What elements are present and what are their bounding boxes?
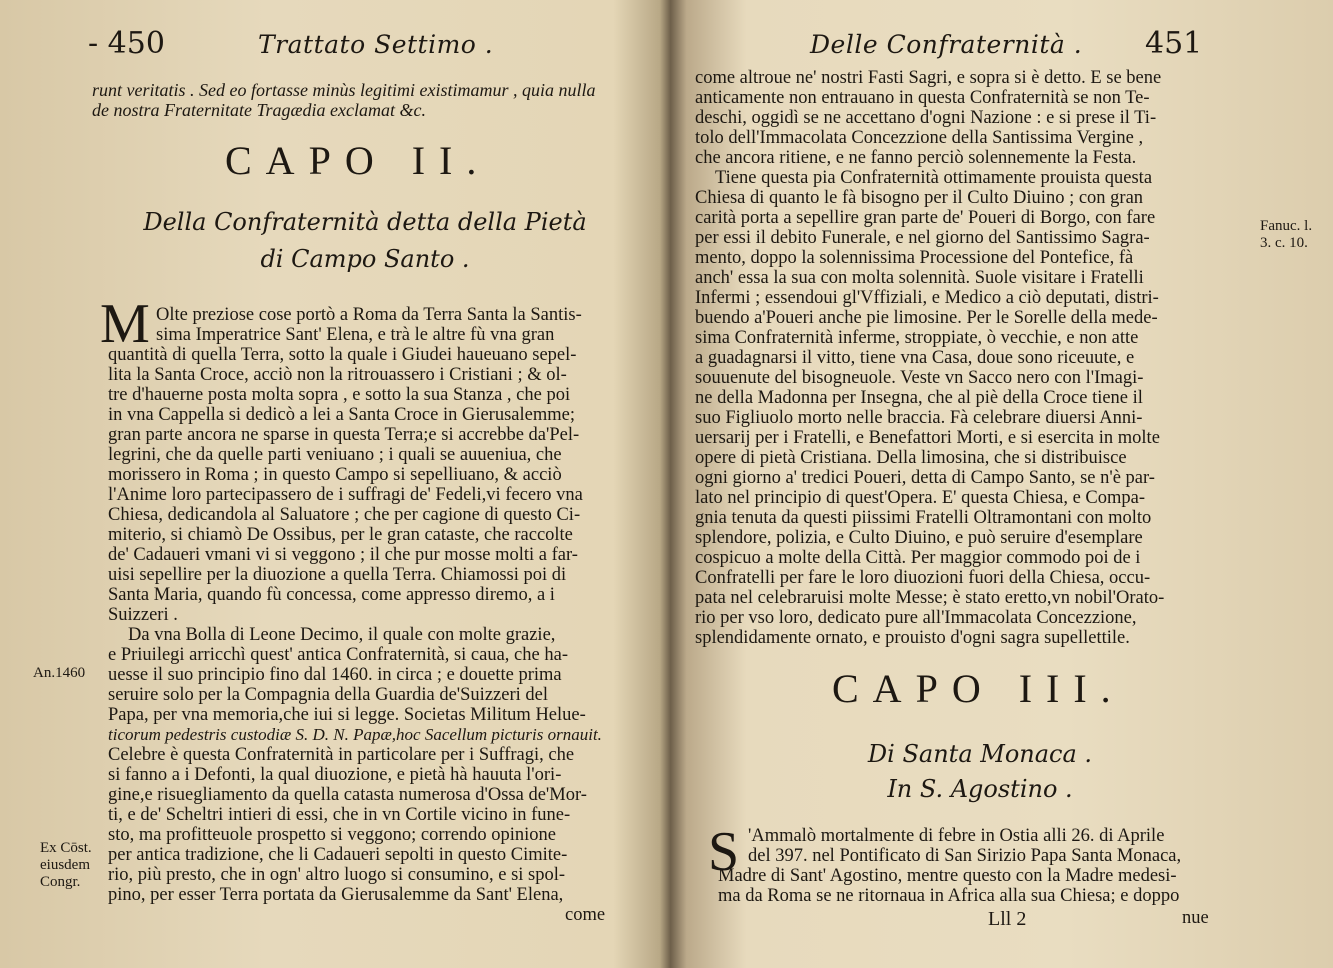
- body-line: tre d'hauerne posta molta sopra , e sotto la sua Stanza , che poi: [108, 385, 571, 405]
- body-line: gine,e risuegliamento da quella catasta numerosa d'Ossa de'Mor-: [108, 785, 587, 805]
- body-line: opere di pietà Cristiana. Della limosina, che si distribuisce: [695, 448, 1127, 468]
- body-line: per essi il debito Funerale, e nel giorno del Santissimo Sagra-: [695, 228, 1150, 248]
- right-catchword: nue: [1182, 908, 1209, 928]
- body-line: Papa, per vna memoria,che iui si legge. Societas Militum Helue-: [108, 705, 586, 725]
- body-line: gnia tenuta da questi piissimi Fratelli Oltramontani con molto: [695, 508, 1152, 528]
- body-line: splendidamente ornato, e prouisto d'ogni sagra supellettile.: [695, 628, 1130, 648]
- body-line: sima Confraternità inferme, stroppiate, ò vecchie, e non atte: [695, 328, 1139, 348]
- body-line: Chiesa, dedicandola al Saluatore ; che per cagione di questo Ci-: [108, 505, 581, 525]
- final-line: Madre di Sant' Agostino, mentre questo con la Madre medesi-: [718, 866, 1177, 886]
- body-line: Chiesa di quanto le fà bisogno per il Culto Diuino ; con gran: [695, 188, 1144, 208]
- body-line: e Priuilegi arricchì quest' antica Confraternità, si caua, che ha-: [108, 645, 568, 665]
- right-running-head: Delle Confraternità .: [810, 30, 1083, 59]
- body-line: a guadagnarsi il vitto, tiene vna Casa, doue sono riceuute, e: [695, 348, 1135, 368]
- body-line: Celebre è questa Confraternità in particolare per i Suffragi, che: [108, 745, 575, 765]
- body-line: uisi sepellire per la diuozione a quella Terra. Chiamossi poi di: [108, 565, 567, 585]
- right-page-number: 451: [1145, 26, 1203, 61]
- body-line: pata nel celebraruisi molte Messe; è stato eretto,vn nobil'Orato-: [695, 588, 1165, 608]
- body-line: miterio, si chiamò De Ossibus, per le gran cataste, che raccolte: [108, 525, 573, 545]
- chapter-heading-capo-ii: CAPO II.: [225, 138, 491, 183]
- body-line: si fanno a i Defonti, la qual diuozione, e pietà hà hauuta l'ori-: [108, 765, 562, 785]
- body-line: Tiene questa pia Confraternità ottimamente prouista questa: [715, 168, 1153, 188]
- body-line: gran parte ancora ne sparse in questa Terra;e si accrebbe da'Pel-: [108, 425, 580, 445]
- margin-note-line: Congr.: [40, 874, 81, 890]
- left-page-number: - 450: [88, 26, 165, 61]
- subtitle-line-2: In S. Agostino .: [887, 775, 1073, 803]
- body-line: come altroue ne' nostri Fasti Sagri, e sopra si è detto. E se bene: [695, 68, 1162, 88]
- intro-line-2: de nostra Fraternitate Tragædia exclamat &c.: [92, 100, 426, 120]
- body-line: ti, e de' Scheltri intieri di essi, che in vn Cortile vicino in fune-: [108, 805, 571, 825]
- subtitle-line-2: di Campo Santo .: [260, 245, 470, 273]
- left-running-head: Trattato Settimo .: [258, 30, 494, 59]
- body-line: carità porta a sepellire gran parte de' Poueri di Borgo, con fare: [695, 208, 1156, 228]
- body-line: deschi, oggidì se ne accettano d'ogni Nazione : e si prese il Ti-: [695, 108, 1157, 128]
- body-line: Suizzeri .: [108, 605, 178, 625]
- body-line: tolo dell'Immacolata Concezzione della Santissima Vergine ,: [695, 128, 1144, 148]
- margin-note-line: eiusdem: [40, 857, 90, 873]
- margin-note-line: 3. c. 10.: [1260, 235, 1308, 251]
- body-line: per antica tradizione, che li Cadaueri sepolti in questo Cimite-: [108, 845, 568, 865]
- body-line: rio per vso loro, dedicato pure all'Immacolata Concezzione,: [695, 608, 1137, 628]
- final-line: del 397. nel Pontificato di San Sirizio Papa Santa Monaca,: [748, 846, 1182, 866]
- body-line: de' Cadaueri vmani vi si veggono ; il che pur mosse molti a far-: [108, 545, 578, 565]
- body-line: ogni giorno a' tredici Poueri, detta di Campo Santo, se n'è par-: [695, 468, 1155, 488]
- body-line: Infermi ; essendoui gl'Vffiziali, e Medico a ciò deputati, distri-: [695, 288, 1159, 308]
- final-line: 'Ammalò mortalmente di febre in Ostia alli 26. di Aprile: [748, 826, 1165, 846]
- body-line: che ancora ritiene, e ne fanno perciò solennemente la Festa.: [695, 148, 1137, 168]
- body-line: Santa Maria, quando fù concessa, come appresso diremo, a i: [108, 585, 555, 605]
- body-line: in vna Cappella si dedicò a lei a Santa Croce in Gierusalemme;: [108, 405, 575, 425]
- body-line: suo Figliuolo morto nelle braccia. Fà celebrare diuersi Anni-: [695, 408, 1143, 428]
- drop-cap-s: S: [708, 821, 740, 883]
- signature-mark: Lll 2: [988, 908, 1027, 930]
- body-line: Da vna Bolla di Leone Decimo, il quale con molte grazie,: [128, 625, 556, 645]
- body-line: pino, per esser Terra portata da Gierusalemme da Sant' Elena,: [108, 885, 564, 905]
- left-page: [0, 0, 666, 968]
- body-line: mento, doppo la solennissima Processione del Pontefice, fà: [695, 248, 1134, 268]
- body-line: lita la Santa Croce, acciò non la ritrouassero i Cristiani ; & ol-: [108, 365, 567, 385]
- subtitle-line-1: Della Confraternità detta della Pietà: [143, 208, 587, 236]
- body-line: quantità di quella Terra, sotto la quale i Giudei haueuano sepel-: [108, 345, 577, 365]
- right-page: [670, 0, 1333, 968]
- body-line: uesse il suo principio fino dal 1460. in circa ; e douette prima: [108, 665, 562, 685]
- body-line: lato nel principio di quest'Opera. E' questa Chiesa, e Compa-: [695, 488, 1146, 508]
- final-line: ma da Roma se ne ritornaua in Africa alla sua Chiesa; e doppo: [718, 886, 1180, 906]
- body-line: anticamente non entrauano in questa Confraternità se non Te-: [695, 88, 1150, 108]
- margin-note-line: Ex Cōst.: [40, 840, 92, 856]
- body-line: buendo a'Poueri anche pie limosine. Per le Sorelle della mede-: [695, 308, 1158, 328]
- subtitle-line-1: Di Santa Monaca .: [867, 740, 1093, 768]
- body-line: rio, più presto, che in ogn' altro luogo si consumino, e si spol-: [108, 865, 566, 885]
- margin-note-line: Fanuc. l.: [1260, 218, 1313, 234]
- body-line-latin: ticorum pedestris custodiæ S. D. N. Papæ,hoc Sacellum picturis ornauit.: [108, 725, 602, 744]
- body-line: cospicuo a molte della Città. Per maggior commodo poi de i: [695, 548, 1141, 568]
- body-line: legrini, che da quelle parti veniuano ; i quali se auueniua, che: [108, 445, 562, 465]
- body-line: Confratelli per fare le loro diuozioni fuori della Chiesa, occu-: [695, 568, 1151, 588]
- drop-cap-m: M: [100, 293, 150, 355]
- body-line: souuenute del bisogneuole. Veste vn Sacco nero con l'Imagi-: [695, 368, 1144, 388]
- body-line: splendore, polizia, e Culto Diuino, e può seruire d'esemplare: [695, 528, 1143, 548]
- body-line: sto, ma profitteuole prospetto si veggono; correndo opinione: [108, 825, 557, 845]
- body-line: morissero in Roma ; in questo Campo si sepelliuano, & acciò: [108, 465, 562, 485]
- first-line-1: Olte preziose cose portò a Roma da Terra Santa la Santis-: [156, 305, 582, 325]
- left-catchword: come: [565, 905, 606, 925]
- body-line: seruire solo per la Compagnia della Guardia de'Suizzeri del: [108, 685, 548, 705]
- margin-note-year: An.1460: [33, 665, 86, 681]
- body-line: l'Anime loro partecipassero de i suffragi de' Fedeli,vi fecero vna: [108, 485, 583, 505]
- body-line: anch' essa la sua con molta solennità. Suole visitare i Fratelli: [695, 268, 1144, 288]
- first-line-2: sima Imperatrice Sant' Elena, e trà le altre fù vna gran: [156, 325, 555, 345]
- chapter-heading-capo-iii: CAPO III.: [832, 666, 1125, 711]
- intro-line-1: runt veritatis . Sed eo fortasse minùs legitimi existimamur , quia nulla: [92, 80, 596, 100]
- body-line: uersarij per i Fratelli, e Benefattori Morti, e si esercita in molte: [695, 428, 1160, 448]
- body-line: ne della Madonna per Insegna, che al piè della Croce tiene il: [695, 388, 1143, 408]
